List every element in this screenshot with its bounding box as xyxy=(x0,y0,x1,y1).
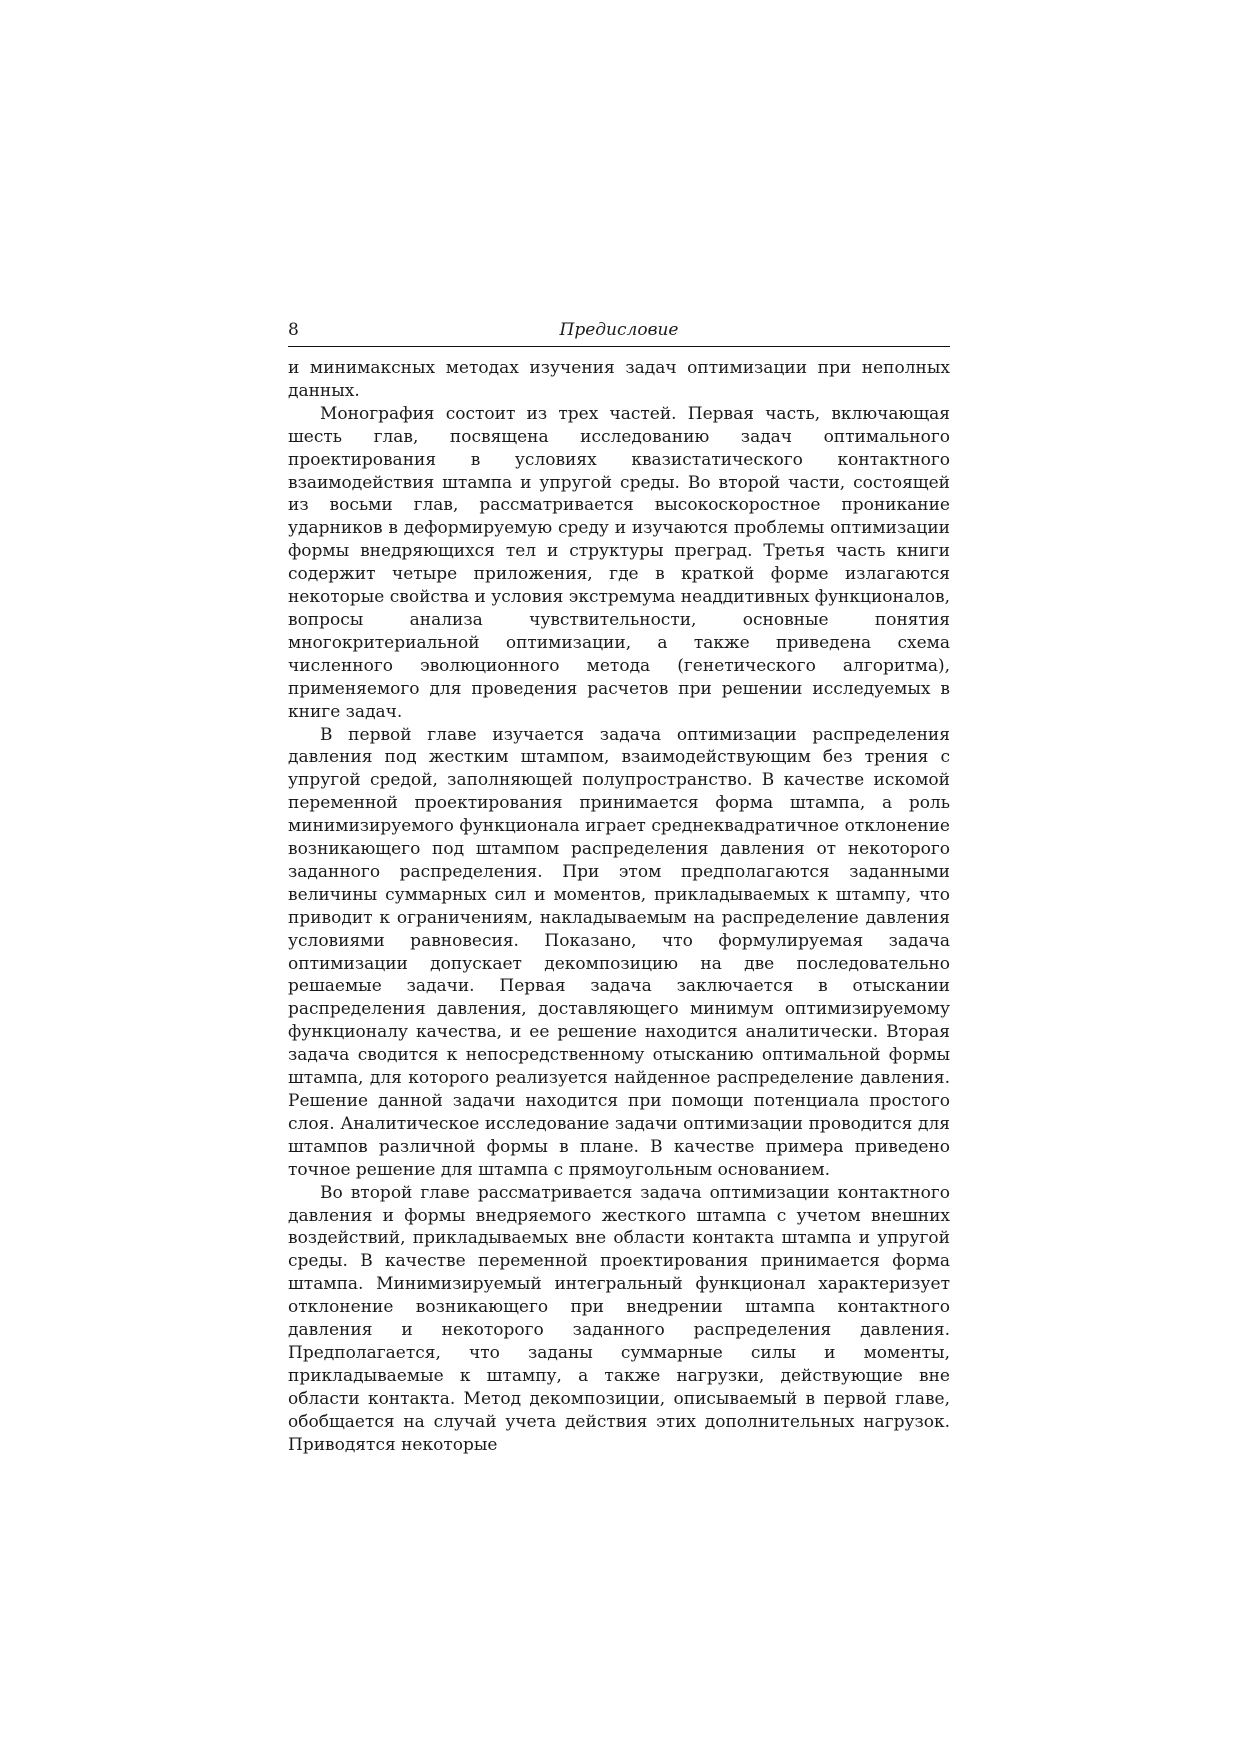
body-text xyxy=(288,357,950,1457)
book-page xyxy=(288,318,950,1457)
running-title: Предисловие xyxy=(559,320,679,340)
paragraph: Монография состоит из трех частей. Первая часть, включающая шесть глав, посвящена исследованию задач оптимального проектирования в условиях квазистатического контактного взаимодействия штампа и упругой среды. Во второй части, состоящей из восьми глав, рассматривается высокоскоростное проникание ударников в деформируемую среду и изучаются проблемы оптимизации формы внедряющихся тел и структуры преград. Третья часть книги содержит четыре приложения, где в краткой форме излагаются некоторые свойства и условия экстремума неаддитивных функционалов, вопросы анализа чувствительности, основные понятия многокритериальной оптимизации, а также приведена схема численного эволюционного метода (генетического алгоритма), применяемого для проведения расчетов при решении исследуемых в книге задач. xyxy=(288,403,950,722)
paragraph: Во второй главе рассматривается задача оптимизации контактного давления и формы внедряемого жесткого штампа с учетом внешних воздействий, прикладываемых вне области контакта штампа и упругой среды. В качестве переменной проектирования принимается форма штампа. Минимизируемый интегральный функционал характеризует отклонение возникающего при внедрении штампа контактного давления и некоторого заданного распределения давления. Предполагается, что заданы суммарные силы и моменты, прикладываемые к штампу, а также нагрузки, действующие вне области контакта. Метод декомпозиции, описываемый в первой главе, обобщается на случай учета действия этих дополнительных нагрузок. Приводятся некоторые xyxy=(288,1182,950,1455)
paragraph: В первой главе изучается задача оптимизации распределения давления под жестким штампом, взаимодействующим без трения с упругой средой, заполняющей полупространство. В качестве искомой переменной проектирования принимается форма штампа, а роль минимизируемого функционала играет среднеквадратичное отклонение возникающего под штампом распределения давления от некоторого заданного распределения. При этом предполагаются заданными величины суммарных сил и моментов, прикладываемых к штампу, что приводит к ограничениям, накладываемым на распределение давления условиями равновесия. Показано, что формулируемая задача оптимизации допускает декомпозицию на две последовательно решаемые задачи. Первая задача заключается в отыскании распределения давления, доставляющего минимум оптимизируемому функционалу качества, и ее решение находится аналитически. Вторая задача сводится к непосредственному отысканию оптимальной формы штампа, для которого реализуется найденное распределение давления. Решение данной задачи находится при помощи потенциала простого слоя. Аналитическое исследование задачи оптимизации проводится для штампов различной формы в плане. В качестве примера приведено точное решение для штампа с прямоугольным основанием. xyxy=(288,724,950,1180)
paragraph-continued: и минимаксных методах изучения задач оптимизации при неполных данных. xyxy=(288,358,950,401)
running-header xyxy=(288,318,950,347)
page-number: 8 xyxy=(288,320,299,340)
